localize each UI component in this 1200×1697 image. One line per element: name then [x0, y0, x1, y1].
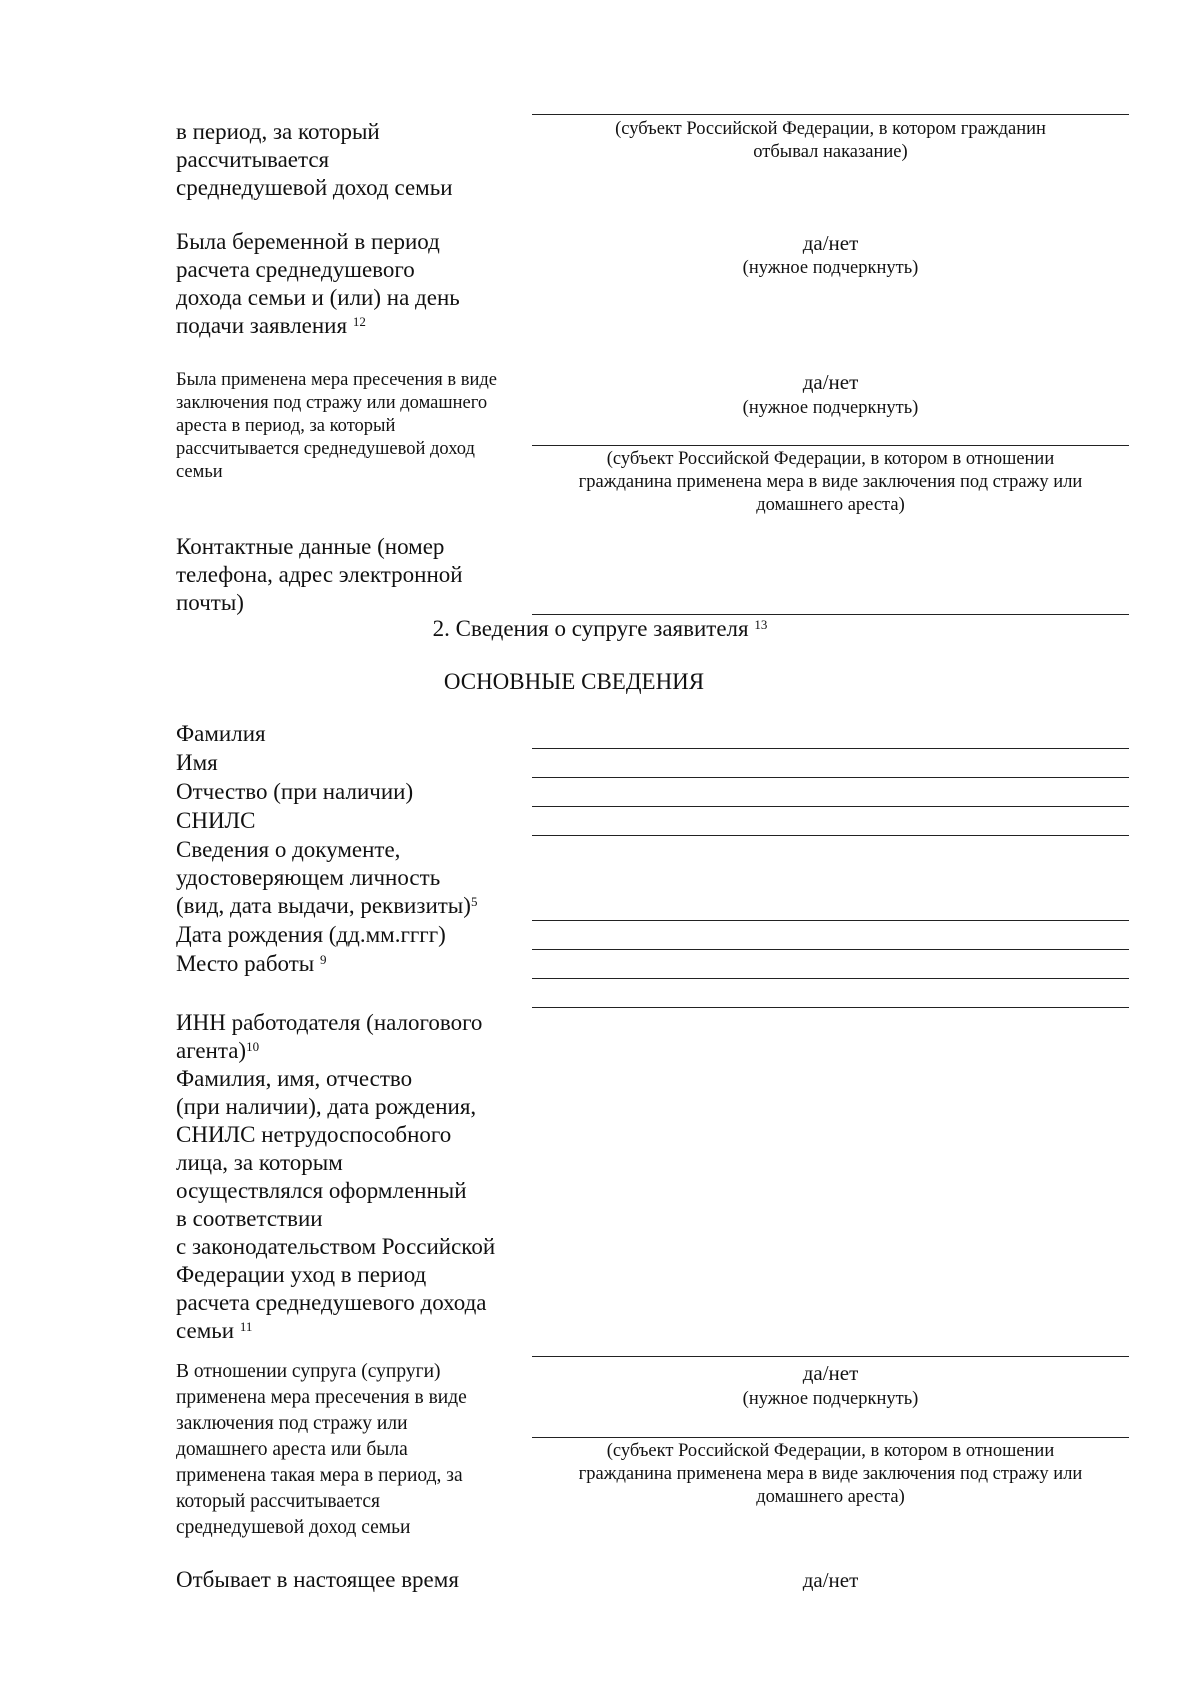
name-field[interactable]	[532, 777, 1129, 778]
spouse-custody-hint: (нужное подчеркнуть)	[742, 1389, 919, 1409]
snils-label: СНИЛС	[176, 808, 256, 833]
section-2-footnote: 13	[754, 616, 768, 632]
section-2-subtitle: ОСНОВНЫЕ СВЕДЕНИЯ	[443, 669, 705, 694]
employer-inn-footnote: 10	[246, 1038, 260, 1054]
name-label: Имя	[176, 750, 218, 775]
id-doc-field[interactable]	[532, 920, 1129, 921]
id-doc-footnote: 5	[470, 893, 478, 909]
workplace-label-text: Место работы	[176, 951, 315, 976]
id-doc-label	[176, 836, 477, 920]
care-person-label	[176, 1065, 495, 1345]
workplace-field-1[interactable]	[532, 978, 1129, 979]
patronymic-label: Отчество (при наличии)	[176, 779, 414, 804]
patronymic-field[interactable]	[532, 806, 1129, 807]
workplace-footnote: 9	[320, 951, 327, 967]
workplace-label	[176, 950, 327, 978]
section-2-title-text: 2. Сведения о супруге заявителя	[432, 616, 749, 641]
id-doc-label-text: Сведения о документе, удостоверяющем личность (вид, дата выдачи, реквизиты)	[176, 837, 471, 918]
section-2-title	[0, 615, 1200, 643]
field-line-region-sentence[interactable]	[532, 114, 1129, 115]
spouse-custody-region-caption: (субъект Российской Федерации, в котором в отношении гражданина применена мера в виде заключения под стражу или домашнего ареста)	[578, 1441, 1083, 1507]
field-line-spouse-custody-region[interactable]	[532, 1437, 1129, 1438]
serving-yes-no[interactable]: да/нет	[802, 1568, 859, 1592]
surname-field[interactable]	[532, 748, 1129, 749]
employer-inn-label-text: ИНН работодателя (налогового агента)	[176, 1010, 483, 1063]
pregnant-hint: (нужное подчеркнуть)	[742, 258, 919, 278]
period-region-caption: (субъект Российской Федерации, в котором гражданин отбывал наказание)	[615, 119, 1046, 162]
pregnant-label	[176, 228, 460, 340]
employer-inn-label	[176, 1009, 482, 1065]
custody-hint: (нужное подчеркнуть)	[742, 398, 919, 418]
birth-date-label: Дата рождения (дд.мм.гггг)	[176, 922, 446, 947]
surname-label: Фамилия	[176, 721, 266, 746]
custody-label: Была применена мера пресечения в виде заключения под стражу или домашнего ареста в период, за который рассчитывается среднедушевой доход семьи	[176, 370, 498, 482]
custody-yes-no[interactable]: да/нет	[802, 370, 859, 394]
workplace-field-2[interactable]	[532, 1007, 1129, 1008]
pregnant-yes-no[interactable]: да/нет	[802, 231, 859, 255]
custody-region-caption: (субъект Российской Федерации, в котором в отношении гражданина применена мера в виде заключения под стражу или домашнего ареста)	[578, 449, 1083, 515]
care-person-footnote: 11	[239, 1318, 253, 1334]
pregnant-label-text: Была беременной в период расчета среднедушевого дохода семьи и (или) на день подачи заявления	[176, 229, 460, 338]
snils-field[interactable]	[532, 835, 1129, 836]
field-line-custody-region[interactable]	[532, 445, 1129, 446]
spouse-custody-label: В отношении супруга (супруги) применена мера пресечения в виде заключения под стражу или домашнего ареста или была применена такая мера в период, за который рассчитывается среднедушевой доход семьи	[176, 1361, 467, 1538]
care-person-label-text: Фамилия, имя, отчество (при наличии), дата рождения, СНИЛС нетрудоспособного лица, за которым осуществлялся оформленный в соответствии с законодательством Российской Федерации уход в период расчета среднедушевого дохода семьи	[176, 1066, 496, 1343]
spouse-custody-yes-no[interactable]: да/нет	[802, 1361, 859, 1385]
period-label: в период, за который рассчитывается среднедушевой доход семьи	[176, 119, 453, 200]
pregnant-footnote: 12	[352, 313, 366, 329]
field-line-care-person[interactable]	[532, 1356, 1129, 1357]
contacts-label: Контактные данные (номер телефона, адрес электронной почты)	[176, 534, 463, 615]
birth-date-field[interactable]	[532, 949, 1129, 950]
serving-label: Отбывает в настоящее время	[176, 1567, 459, 1592]
